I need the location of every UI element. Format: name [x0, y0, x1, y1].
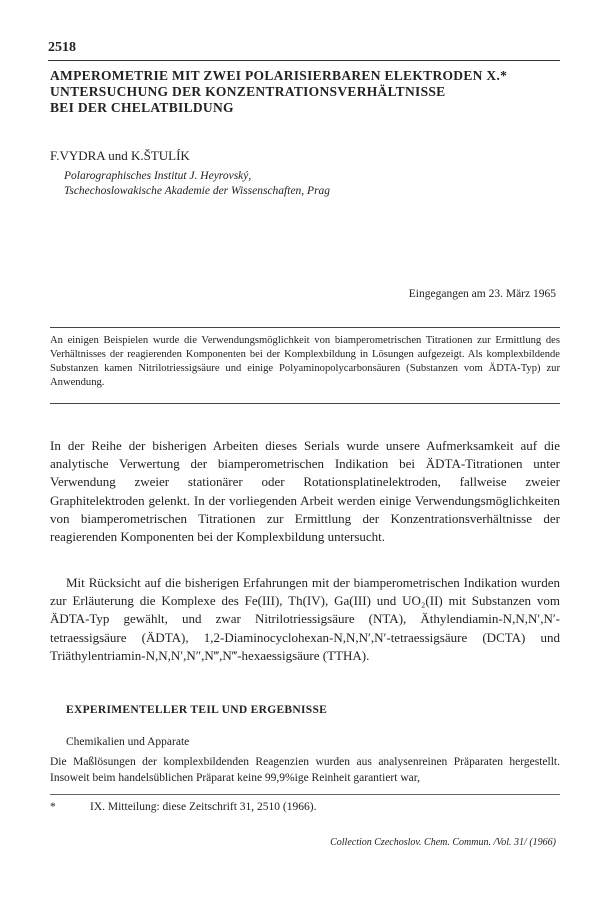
subsection-heading: Chemikalien und Apparate — [66, 736, 190, 748]
abstract: An einigen Beispielen wurde die Verwendungsmöglichkeit von biamperometrischen Titrationen zur Ermittlung des Verhältnisses der reagierenden Komponenten bei der Komplexbildung in Lösungen aufgezeigt. Als komplexbildende Substanzen kamen Nitrilotriessigsäure und einige Polyaminopolycarbonsäuren (Substanzen vom ÄDTA-Typ) zur Anwendung. — [50, 335, 560, 388]
affiliation — [64, 169, 330, 199]
footnote-text: IX. Mitteilung: diese Zeitschrift 31, 2510 (1966). — [90, 801, 317, 813]
affiliation-line-1: Polarographisches Institut J. Heyrovský, — [64, 170, 252, 182]
authors: F.VYDRA und K.ŠTULÍK — [50, 148, 190, 163]
abstract-bottom-rule — [50, 403, 560, 404]
footnote-mark: * — [50, 801, 56, 813]
journal-citation: Collection Czechoslov. Chem. Commun. /Vol. 31/ (1966) — [330, 837, 556, 848]
title-line-1: AMPEROMETRIE MIT ZWEI POLARISIERBAREN ELEKTRODEN X.* — [50, 68, 508, 83]
body-paragraph-2: Mit Rücksicht auf die bisherigen Erfahrungen mit der biamperometrischen Indikation wurden zur Erläuterung die Komplexe des Fe(III), Th(IV), Ga(III) und UO₂(II) mit Substanzen vom ÄDTA-Typ gewählt, und zwar Nitrilotriessigsäure (NTA), Äthylendiamin-N,N,N′,N′-tetraessigsäure (ÄDTA), 1,2-Diaminocyclohexan-N,N,N′,N′-tetraessigsäure (DCTA) und Triäthylentriamin-N,N,N′,N″,N‴,N‴-hexaessigsäure (TTHA). — [50, 575, 560, 663]
body-paragraph-1: In der Reihe der bisherigen Arbeiten dieses Serials wurde unsere Aufmerksamkeit auf die analytische Verwertung der biamperometrischen Indikation bei ÄDTA-Titrationen unter Verwendung zweier stationärer oder Rotationsplatinelektroden, fallweise zweier Graphitelektroden gelenkt. In der vorliegenden Arbeit werden einige Verwendungsmöglichkeiten von biamperometrischen Titrationen zur Ermittlung der Konzentrationsverhältnisse der reagierenden Komponenten bei der Komplexbildung untersucht. — [50, 438, 560, 545]
footnote-rule — [50, 794, 560, 795]
title-line-3: BEI DER CHELATBILDUNG — [50, 100, 234, 115]
abstract-top-rule — [50, 327, 560, 328]
header-rule — [48, 60, 560, 61]
article-title — [50, 68, 560, 116]
footnote — [50, 801, 316, 813]
affiliation-line-2: Tschechoslowakische Akademie der Wissenschaften, Prag — [64, 185, 331, 197]
page-number: 2518 — [48, 40, 76, 55]
body-paragraph-3: Die Maßlösungen der komplexbildenden Reagenzien wurden aus analysenreinen Präparaten hergestellt. Insoweit beim handelsüblichen Präparat keine 99,9%ige Reinheit garantiert war, — [50, 756, 560, 784]
section-heading: EXPERIMENTELLER TEIL UND ERGEBNISSE — [66, 704, 328, 716]
title-line-2: UNTERSUCHUNG DER KONZENTRATIONSVERHÄLTNISSE — [50, 84, 446, 99]
received-date: Eingegangen am 23. März 1965 — [408, 288, 556, 300]
